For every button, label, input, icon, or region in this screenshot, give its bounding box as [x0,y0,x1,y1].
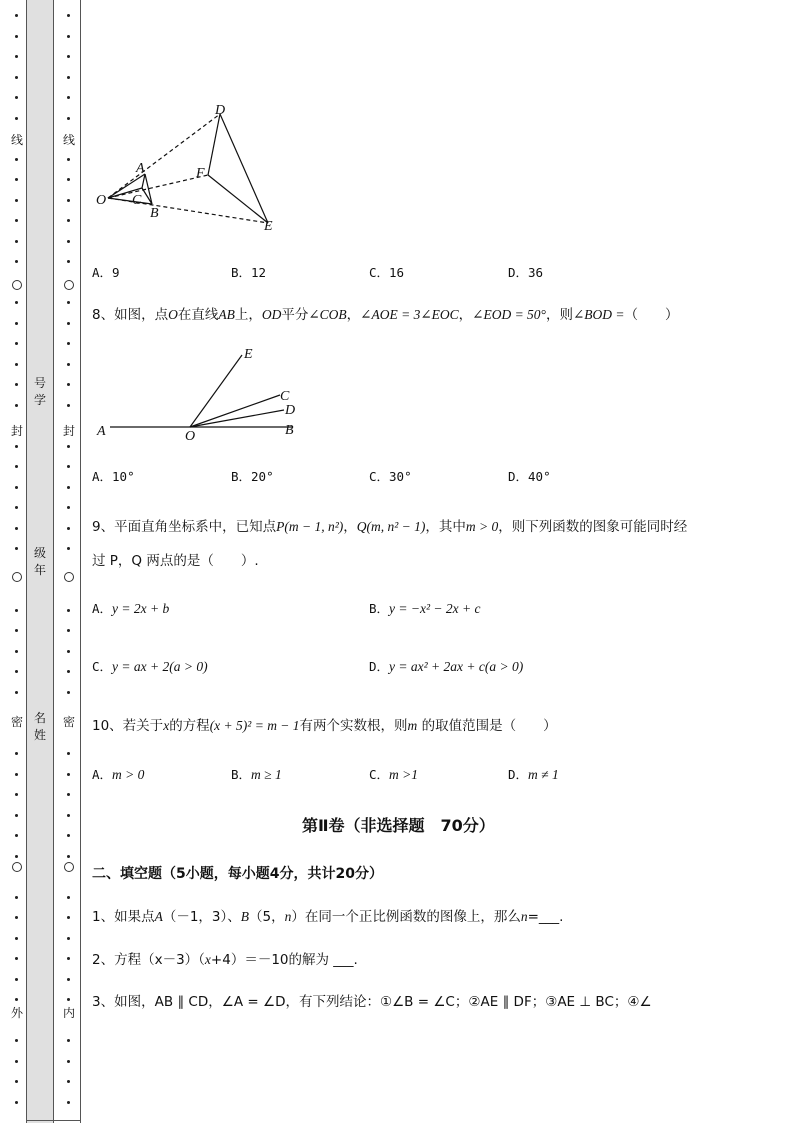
label-B: B [150,206,159,221]
binding-mark: 封 [62,424,75,438]
label-O: O [96,193,107,208]
label-D: D [285,403,296,418]
binding-mark: 内 [62,1006,75,1020]
segment-FE [208,175,268,223]
label-E: E [264,219,273,234]
segment-DE [220,114,268,223]
dashed-line-OF [108,175,208,198]
label-B: B [285,423,294,438]
q8-option-a[interactable]: A．10° [92,469,135,484]
label-A: A [136,161,145,176]
q10-option-d[interactable]: D．m ≠ 1 [508,767,559,782]
label-C: C [280,389,290,404]
q9-option-d[interactable]: D．y = ax² + 2ax + c(a > 0) [369,659,524,674]
q10-question: 10、若关于x的方程(x + 5)² = m − 1有两个实数根，则m 的取值范围是（ ） [92,718,557,734]
segment-OB [108,198,152,204]
q9-question-line2: 过 P，Q 两点的是（ ）. [92,553,259,569]
name-field: 名 姓 [33,711,46,742]
q8-option-c[interactable]: C．30° [369,469,412,484]
binding-mark: 封 [10,424,23,438]
part2-title: 第Ⅱ卷（非选择题 70分） [302,816,495,835]
q7-option-a[interactable]: A．9 [92,265,120,280]
label-D: D [215,103,226,118]
ray-OC [190,395,280,427]
label-E: E [244,347,253,362]
q8-option-b[interactable]: B．20° [231,469,274,484]
fill-in-section-heading: 二、填空题（5小题，每小题4分，共计20分） [92,866,383,882]
label-A: A [97,424,106,439]
q7-figure [90,100,290,240]
grade-field: 级 年 [33,546,46,577]
fill-question-1: 1、如果点A（－1，3）、B（5，n）在同一个正比例函数的图像上，那么n=___. [92,909,564,925]
q8-option-d[interactable]: D．40° [508,469,551,484]
q10-option-a[interactable]: A．m > 0 [92,767,145,782]
binding-mark: 密 [10,715,23,729]
ray-OE [190,355,242,427]
q9-option-c[interactable]: C．y = ax + 2(a > 0) [92,659,208,674]
q10-option-c[interactable]: C．m >1 [369,767,419,782]
q9-question-line1: 9、平面直角坐标系中，已知点P(m − 1, n²)，Q(m, n² − 1)，其中m > 0，则下列函数的图象可能同时经 [92,519,688,535]
q7-option-c[interactable]: C．16 [369,265,405,280]
q9-option-b[interactable]: B．y = −x² − 2x + c [369,601,481,616]
segment-DF [208,114,220,175]
label-O: O [185,429,196,444]
q10-option-b[interactable]: B．m ≥ 1 [231,767,282,782]
q7-option-b[interactable]: B．12 [231,265,267,280]
binding-mark: 密 [62,715,75,729]
fill-question-2: 2、方程（x－3）（x+4）＝－10的解为 ___. [92,952,358,968]
fill-question-3: 3、如图，AB ∥ CD，∠A = ∠D，有下列结论：①∠B = ∠C；②AE ∥ DF；③AE ⊥ BC；④∠ [92,994,652,1010]
student-id-field: 号 学 [33,376,46,407]
ray-OD [190,410,284,427]
q8-figure [92,340,312,445]
binding-mark: 线 [62,133,75,147]
binding-mark: 外 [10,1006,23,1020]
q8-question: 8、如图，点O在直线AB上，OD平分∠COB，∠AOE = 3∠EOC，∠EOD = 50°，则∠BOD =（ ） [92,307,679,323]
label-F: F [196,166,205,181]
q9-option-a[interactable]: A．y = 2x + b [92,601,170,616]
label-C: C [132,193,142,208]
binding-mark: 线 [10,133,23,147]
q7-option-d[interactable]: D．36 [508,265,544,280]
